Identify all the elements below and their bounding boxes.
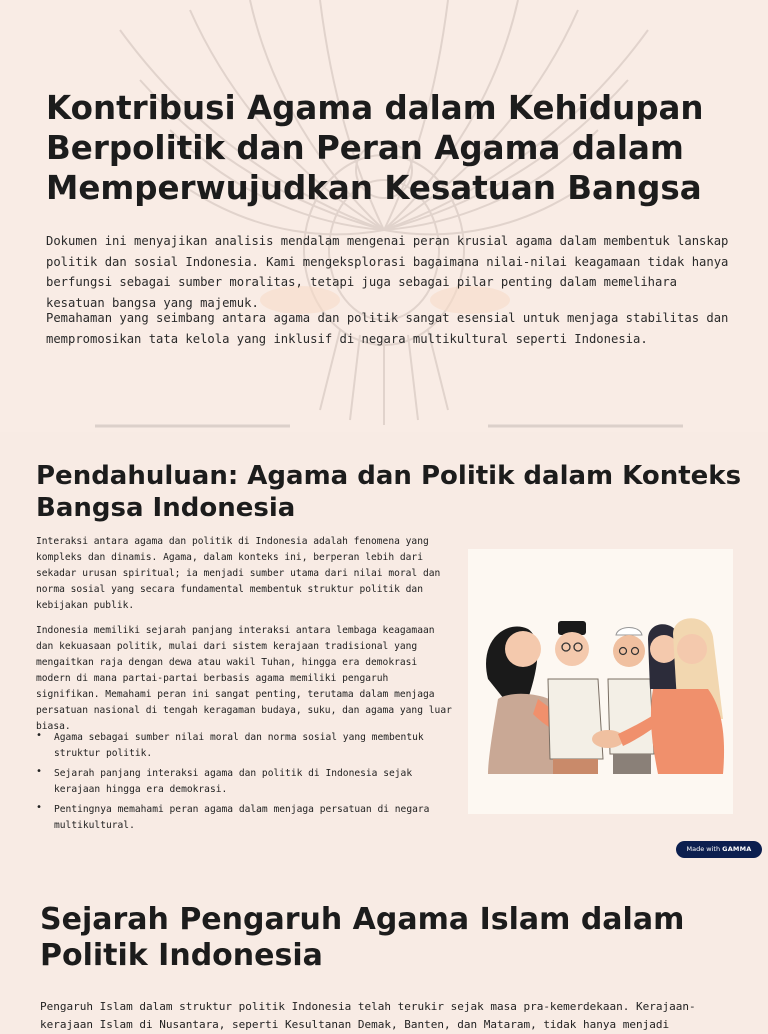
introduction-section — [0, 432, 768, 872]
hero-section — [0, 0, 768, 432]
history-heading: Sejarah Pengaruh Agama Islam dalam Politik Indonesia — [40, 902, 685, 973]
introduction-heading: Pendahuluan: Agama dan Politik dalam Konteks Bangsa Indonesia — [36, 461, 742, 523]
garuda-emblem-background — [0, 0, 768, 432]
introduction-paragraph-1: Interaksi antara agama dan politik di Indonesia adalah fenomena yang kompleks dan dinamis. Agama, dalam konteks ini, berperan lebih dari sekadar urusan spiritual; ia menjadi sumber utama dari nilai moral dan norma sosial yang secara fundamental membentuk struktur politik dan kebijakan publik. — [36, 536, 441, 611]
introduction-bullet-list — [36, 730, 452, 838]
history-paragraph-1: Pengaruh Islam dalam struktur politik Indonesia telah terukir sejak masa pra-kemerdekaan. Kerajaan-kerajaan Islam di Nusantara, seperti Kesultanan Demak, Banten, dan Mataram, tidak hanya menjadi — [40, 1000, 696, 1031]
list-item: • Sejarah panjang interaksi agama dan politik di Indonesia sejak kerajaan hingga era demokrasi. — [36, 766, 452, 798]
history-section — [0, 872, 768, 1031]
badge-brand: GAMMA — [722, 845, 752, 853]
introduction-paragraph-2: Indonesia memiliki sejarah panjang interaksi antara lembaga keagamaan dan kekuasaan politik, mulai dari sistem kerajaan tradisional yang mengaitkan raja dengan dewa atau wakil Tuhan, hingga era demokrasi modern di mana partai-partai berbasis agama memiliki pengaruh signifikan. Memahami peran ini sangat penting, terutama dalam menjaga persatuan nasional di tengah keragaman budaya, suku, dan agama yang luar biasa. — [36, 625, 452, 732]
people-handshake-illustration — [468, 549, 733, 814]
page-title: Kontribusi Agama dalam Kehidupan Berpolitik dan Peran Agama dalam Memperwujudkan Kesatuan Bangsa — [46, 89, 704, 207]
hero-paragraph-2: Pemahaman yang seimbang antara agama dan politik sangat esensial untuk menjaga stabilitas dan mempromosikan tata kelola yang inklusif di negara multikultural seperti Indonesia. — [46, 311, 729, 346]
list-item: • Agama sebagai sumber nilai moral dan norma sosial yang membentuk struktur politik. — [36, 730, 452, 762]
list-item: • Pentingnya memahami peran agama dalam menjaga persatuan di negara multikultural. — [36, 802, 452, 834]
hero-paragraph-1: Dokumen ini menyajikan analisis mendalam mengenai peran krusial agama dalam membentuk lanskap politik dan sosial Indonesia. Kami mengeksplorasi bagaimana nilai-nilai keagamaan tidak hanya berfungsi sebagai sumber moralitas, tetapi juga sebagai pilar penting dalam memelihara kesatuan bangsa yang majemuk. — [46, 234, 729, 310]
made-with-gamma-badge[interactable] — [676, 841, 762, 858]
badge-prefix: Made with — [686, 845, 721, 853]
